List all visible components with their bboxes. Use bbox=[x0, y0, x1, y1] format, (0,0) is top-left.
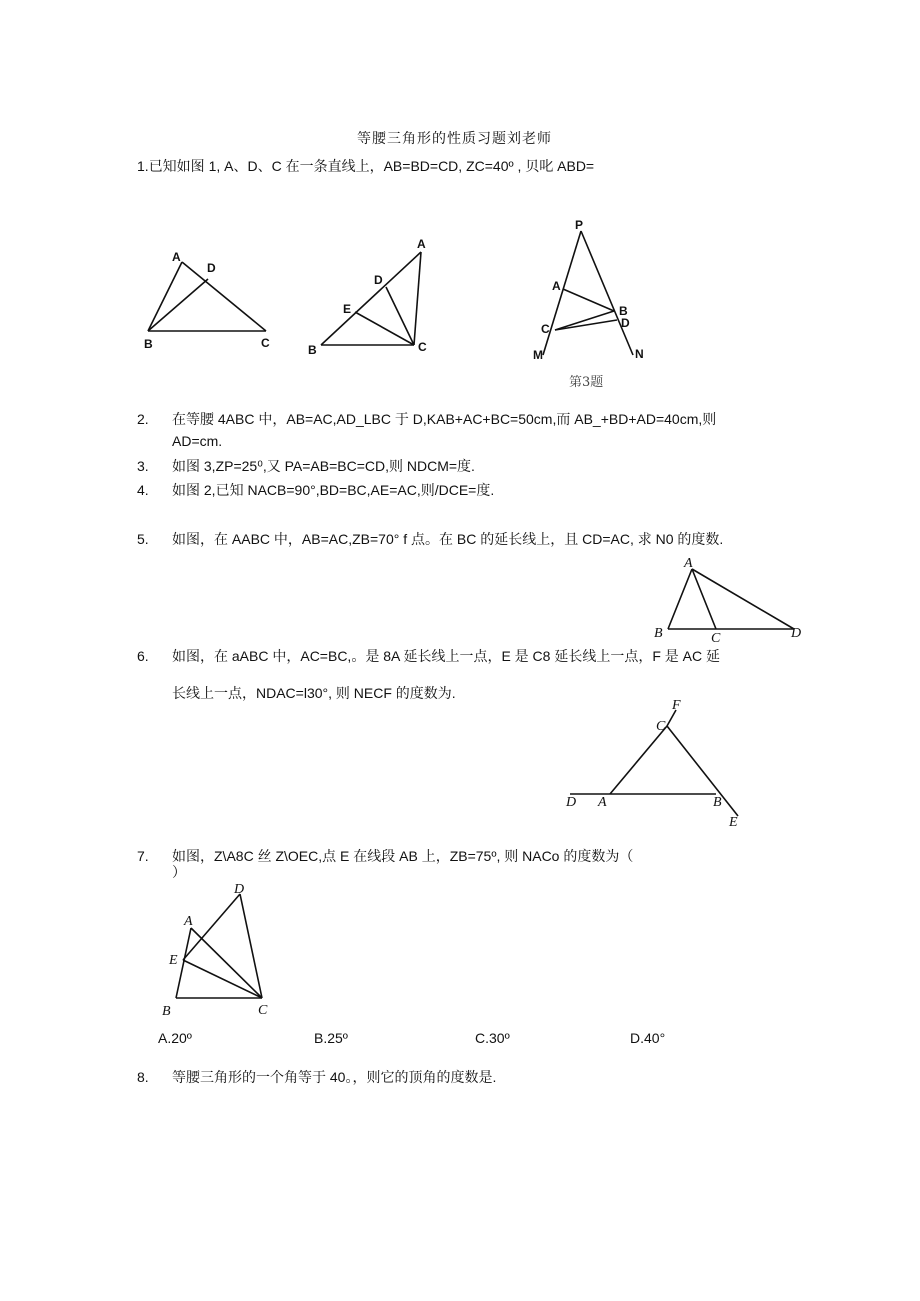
label-a: A bbox=[598, 795, 607, 810]
question-1 bbox=[137, 157, 594, 175]
label-a: A bbox=[417, 237, 426, 251]
figure-5 bbox=[650, 553, 810, 645]
label-c: C bbox=[541, 322, 550, 336]
label-c: C bbox=[261, 336, 270, 350]
question-3-number: 3. bbox=[137, 458, 149, 474]
label-c: C bbox=[258, 1003, 268, 1018]
option-a: A.20º bbox=[158, 1030, 192, 1046]
label-b: B bbox=[619, 304, 628, 318]
segment-ce bbox=[667, 726, 738, 816]
label-f: F bbox=[672, 698, 681, 713]
segment-ec bbox=[183, 960, 262, 998]
question-text: 已知如图 1, A、D、C 在一条直线上，AB=BD=CD, ZC=40º , 贝叱 ABD= bbox=[148, 158, 595, 174]
segment-ad bbox=[692, 569, 794, 629]
label-d: D bbox=[621, 316, 630, 330]
label-d: D bbox=[207, 261, 216, 275]
figure-7 bbox=[155, 880, 285, 1022]
question-7-line-2: ） bbox=[172, 864, 186, 880]
question-7-number: 7. bbox=[137, 848, 149, 864]
question-8-number: 8. bbox=[137, 1069, 149, 1085]
segment-cd bbox=[555, 320, 617, 330]
label-c: C bbox=[418, 340, 427, 354]
label-b: B bbox=[713, 795, 722, 810]
label-d: D bbox=[566, 795, 577, 810]
label-e: E bbox=[169, 953, 178, 968]
label-b: B bbox=[144, 337, 153, 351]
label-d: D bbox=[234, 882, 245, 897]
label-c: C bbox=[711, 631, 721, 645]
option-d: D.40° bbox=[630, 1030, 666, 1046]
label-e: E bbox=[343, 302, 352, 316]
question-2-number: 2. bbox=[137, 411, 149, 427]
ray-pn bbox=[581, 231, 633, 355]
question-6-line-1: 如图，在 aABC 中，AC=BC,。是 8A 延长线上一点，E 是 C8 延长线上一点，F 是 AC 延 bbox=[172, 648, 721, 664]
option-b: B.25º bbox=[314, 1030, 348, 1046]
segment-dc bbox=[240, 894, 262, 998]
label-p: P bbox=[575, 218, 584, 232]
segment-ab bbox=[668, 569, 692, 629]
question-6-line-2: 长线上一点，NDAC=l30°, 则 NECF 的度数为. bbox=[172, 685, 456, 701]
label-n: N bbox=[635, 347, 644, 361]
segment-ac bbox=[610, 726, 667, 794]
segment-ca bbox=[414, 252, 421, 345]
question-4-text: 如图 2,已知 NACB=90°,BD=BC,AE=AC,则/DCE=度. bbox=[172, 482, 495, 498]
label-d: D bbox=[374, 273, 383, 287]
question-5-number: 5. bbox=[137, 531, 149, 547]
figure-3 bbox=[528, 215, 658, 395]
label-b: B bbox=[308, 343, 317, 357]
label-b: B bbox=[654, 626, 663, 641]
label-a: A bbox=[184, 914, 193, 929]
label-m: M bbox=[533, 348, 543, 362]
ray-pm bbox=[543, 231, 581, 355]
segment-bd bbox=[148, 279, 208, 331]
figure-1 bbox=[140, 245, 280, 355]
page-title: 等腰三角形的性质习题刘老师 bbox=[357, 131, 552, 147]
segment-ba bbox=[321, 252, 421, 345]
label-e: E bbox=[729, 815, 738, 830]
segment-ab bbox=[148, 262, 182, 331]
question-2-line-2: AD=cm. bbox=[172, 433, 223, 449]
question-6-number: 6. bbox=[137, 648, 149, 664]
label-a: A bbox=[172, 250, 181, 264]
figure-caption: 第3题 bbox=[569, 375, 604, 390]
label-b: B bbox=[162, 1004, 171, 1019]
option-c: C.30º bbox=[475, 1030, 510, 1046]
segment-ac bbox=[692, 569, 716, 629]
figure-6 bbox=[560, 698, 750, 832]
label-d: D bbox=[791, 626, 802, 641]
question-5-text: 如图，在 AABC 中，AB=AC,ZB=70° f 点。在 BC 的延长线上，且 CD=AC, 求 N0 的度数. bbox=[172, 531, 724, 547]
segment-bc bbox=[555, 311, 614, 330]
figure-2 bbox=[302, 232, 442, 360]
question-3-text: 如图 3,ZP=25⁰,又 PA=AB=BC=CD,则 NDCM=度. bbox=[172, 458, 475, 474]
question-8-text: 等腰三角形的一个角等于 40。，则它的顶角的度数是. bbox=[172, 1069, 497, 1085]
label-a: A bbox=[684, 556, 693, 571]
label-a: A bbox=[552, 279, 561, 293]
label-c: C bbox=[656, 719, 666, 734]
question-2-line-1: 在等腰 4ABC 中，AB=AC,AD_LBC 于 D,KAB+AC+BC=50cm,而 AB_+BD+AD=40cm,则 bbox=[172, 411, 717, 427]
question-7-line-1: 如图，Z\A8C 丝 Z\OEC,点 E 在线段 AB 上，ZB=75º, 则 NACo 的度数为（ bbox=[172, 848, 634, 864]
question-number: 1. bbox=[137, 158, 149, 174]
question-4-number: 4. bbox=[137, 482, 149, 498]
segment-ac bbox=[182, 262, 266, 331]
